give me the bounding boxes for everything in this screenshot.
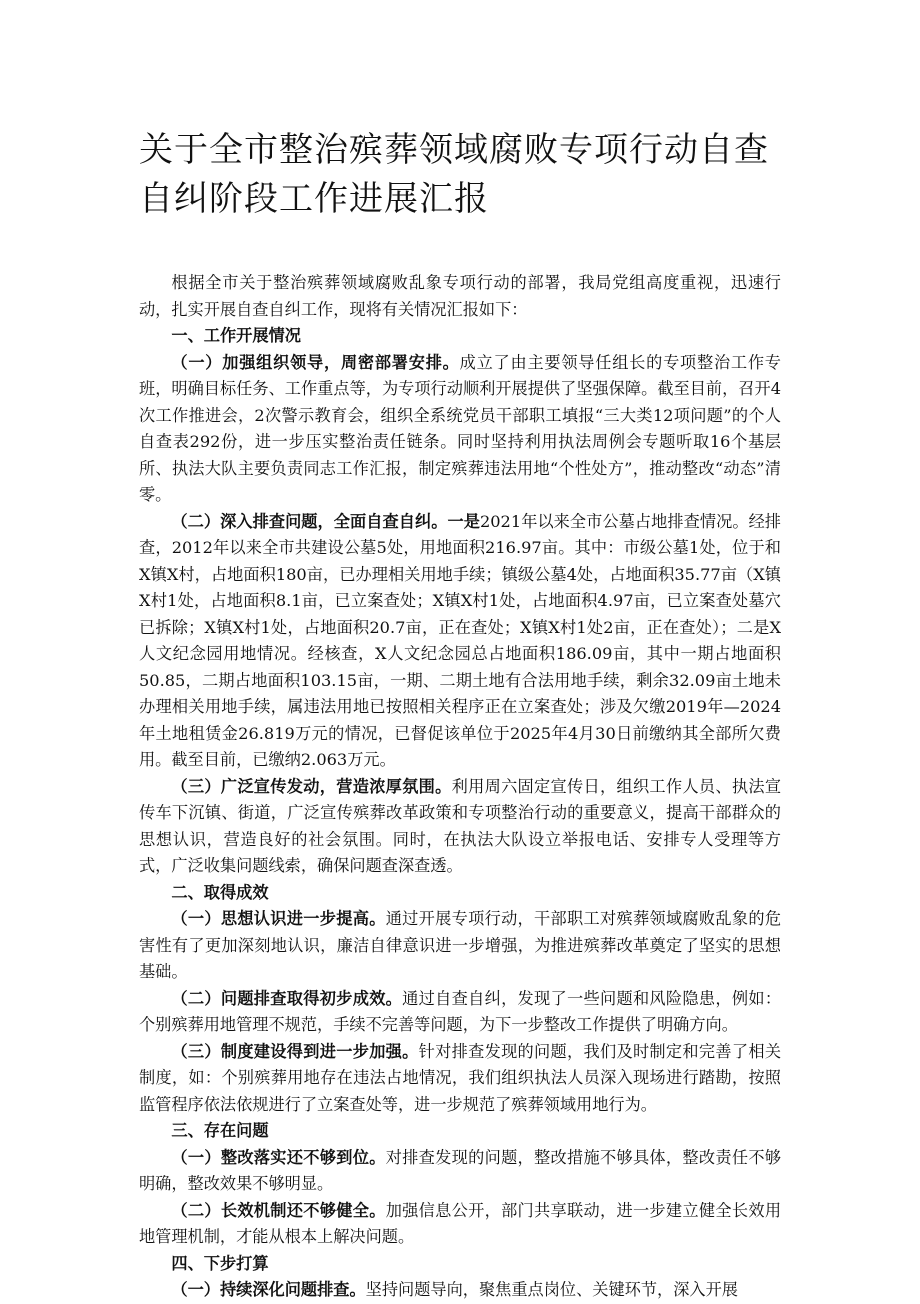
- paragraph: [139, 986, 781, 1039]
- document-title: 关于全市整治殡葬领域腐败专项行动自查自纠阶段工作进展汇报: [139, 130, 769, 219]
- paragraph-text: 通过自查自纠，发现了一些问题和风险隐患，例如：个别殡葬用地管理不规范，手续不完善等问题，为下一步整改工作提供了明确方向。: [139, 988, 782, 1034]
- paragraph-text: 利用周六固定宣传日，组织工作人员、执法宣传车下沉镇、街道，广泛宣传殡葬改革政策和专项整治行动的重要意义，提高干部群众的思想认识，营造良好的社会氛围。同时，在执法大队设立举报电话、安排专人受理等方式，广泛收集问题线索，确保问题查深查透。: [139, 776, 782, 875]
- intro-paragraph: 根据全市关于整治殡葬领域腐败乱象专项行动的部署，我局党组高度重视，迅速行动，扎实开展自查自纠工作，现将有关情况汇报如下：: [139, 273, 781, 319]
- document-body: [139, 270, 781, 1304]
- paragraph-lead: （一）持续深化问题排查。: [171, 1280, 366, 1299]
- section-heading-1: 一、工作开展情况: [171, 326, 301, 345]
- paragraph-lead: （二）长效机制还不够健全。: [171, 1200, 386, 1220]
- paragraph-lead: （二）问题排查取得初步成效。: [171, 988, 403, 1008]
- paragraph: [139, 1145, 781, 1198]
- paragraph: [139, 1277, 781, 1304]
- paragraph-text: 对排查发现的问题，整改措施不够具体，整改责任不够明确，整改效果不够明显。: [139, 1147, 782, 1193]
- paragraph-lead: （一）思想认识进一步提高。: [171, 909, 386, 928]
- section-heading-3: 三、存在问题: [171, 1121, 269, 1140]
- paragraph-text: 针对排查发现的问题，我们及时制定和完善了相关制度，如：个别殡葬用地存在违法占地情况，我们组织执法人员深入现场进行踏勘，按照监管程序依法依规进行了立案查处等，进一步规范了殡葬领域用地行为。: [139, 1041, 782, 1114]
- paragraph-text: 加强信息公开，部门共享联动，进一步建立健全长效用地管理机制，才能从根本上解决问题。: [139, 1200, 782, 1246]
- paragraph-lead: （三）制度建设得到进一步加强。: [171, 1041, 419, 1061]
- paragraph-lead: （一）加强组织领导，周密部署安排。: [171, 352, 460, 372]
- paragraph: [139, 509, 781, 774]
- paragraph-lead: （一）整改落实还不够到位。: [171, 1147, 386, 1167]
- paragraph-text: 成立了由主要领导任组长的专项整治工作专班，明确目标任务、工作重点等，为专项行动顺利开展提供了坚强保障。截至目前，召开4次工作推进会，2次警示教育会，组织全系统党员干部职工填报“三大类12项问题”的个人自查表292份，进一步压实整治责任链条。同时坚持利用执法周例会专题听取16个基层所、执法大队主要负责同志工作汇报，制定殡葬违法用地“个性处方”，推动整改“动态”清零。: [139, 352, 781, 504]
- paragraph: [139, 350, 781, 509]
- paragraph-lead: （二）深入排查问题，全面自查自纠。一是: [171, 511, 480, 531]
- paragraph-text: 通过开展专项行动，干部职工对殡葬领域腐败乱象的危害性有了更加深刻地认识，廉洁自律意识进一步增强，为推进殡葬改革奠定了坚实的思想基础。: [139, 909, 782, 981]
- section-heading-4: 四、下步打算: [171, 1253, 269, 1273]
- paragraph: [139, 1039, 781, 1119]
- paragraph: [139, 774, 781, 880]
- paragraph: [139, 906, 781, 986]
- paragraph-lead: （三）广泛宣传发动，营造浓厚氛围。: [171, 776, 452, 796]
- paragraph-text: 坚持问题导向，聚焦重点岗位、关键环节，深入开展: [365, 1280, 738, 1299]
- paragraph: [139, 1198, 781, 1251]
- paragraph-text: 2021年以来全市公墓占地排查情况。经排查，2012年以来全市共建设公墓5处，用地面积216.97亩。其中：市级公墓1处，位于和X镇X村，占地面积180亩，已办理相关用地手续；镇级公墓4处，占地面积35.77亩（X镇X村1处，占地面积8.1亩，已立案查处；X镇X村1处，占地面积4.97亩，已立案查处墓穴已拆除；X镇X村1处，占地面积20.7亩，正在查处；X镇X村1处2亩，正在查处）；二是X人文纪念园用地情况。经核查，X人文纪念园总占地面积186.09亩，其中一期占地面积50.85，二期占地面积103.15亩，一期、二期土地有合法用地手续，剩余32.09亩土地未办理相关用地手续，属违法用地已按照相关程序正在立案查处；涉及欠缴2019年—2024年土地租赁金26.819万元的情况，已督促该单位于2025年4月30日前缴纳其全部所欠费用。截至目前，已缴纳2.063万元。: [139, 511, 781, 769]
- section-heading-2: 二、取得成效: [171, 882, 269, 902]
